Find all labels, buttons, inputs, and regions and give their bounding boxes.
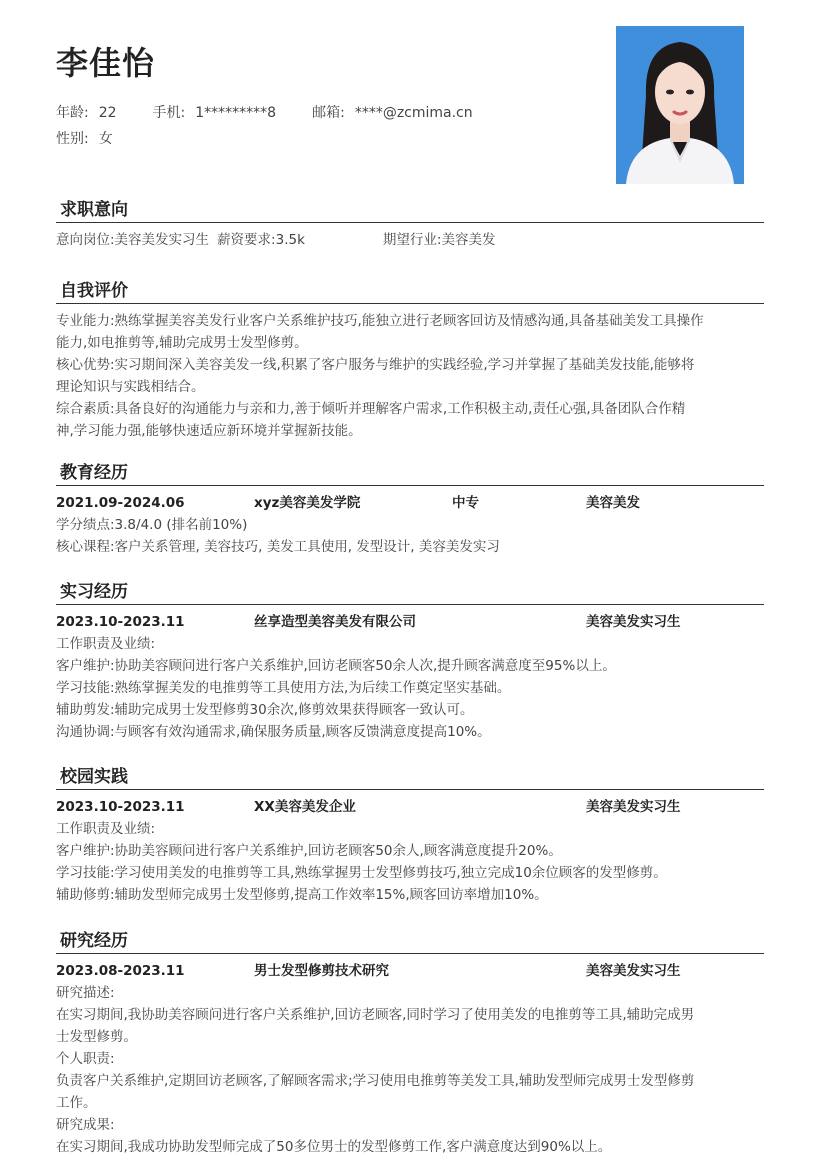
intent-row <box>56 229 764 251</box>
gender-row <box>56 128 149 148</box>
research-line: 个人职责: <box>56 1051 115 1067</box>
education-degree: 中专 <box>452 495 479 511</box>
intent-salary: 薪资要求:3.5k <box>217 232 305 248</box>
internship-section <box>56 579 764 743</box>
internship-line: 客户维护:协助美容顾问进行客户关系维护,回访老顾客50余人次,提升顾客满意度至95%以上。 <box>56 658 616 674</box>
campus-line: 学习技能:学习使用美发的电推剪等工具,熟练掌握男士发型修剪技巧,独立完成10余位顾客的发型修剪。 <box>56 865 667 881</box>
phone-field <box>153 102 277 122</box>
education-period: 2021.09-2024.06 <box>56 495 185 511</box>
section-title-campus: 校园实践 <box>56 764 764 790</box>
portrait-illustration <box>616 26 744 184</box>
intent-position: 意向岗位:美容美发实习生 <box>56 232 210 248</box>
self-evaluation-section <box>56 278 764 442</box>
job-intent-section <box>56 197 764 251</box>
campus-practice-section <box>56 764 764 906</box>
age-value: 22 <box>98 105 117 121</box>
campus-company: XX美容美发企业 <box>254 799 356 815</box>
internship-line: 辅助剪发:辅助完成男士发型修剪30余次,修剪效果获得顾客一致认可。 <box>56 702 474 718</box>
education-header <box>56 492 764 514</box>
phone-label: 手机: <box>152 105 186 121</box>
gender-value: 女 <box>98 131 113 147</box>
email-label: 邮箱: <box>312 105 345 121</box>
contact-row <box>56 102 509 122</box>
phone-value: 1*********8 <box>195 105 277 121</box>
intent-industry: 期望行业:美容美发 <box>382 232 496 248</box>
research-project: 男士发型修剪技术研究 <box>254 963 389 979</box>
research-period: 2023.08-2023.11 <box>56 963 185 979</box>
education-section <box>56 460 764 558</box>
research-line: 在实习期间,我成功协助发型师完成了50多位男士的发型修剪工作,客户满意度达到90%以上。 <box>56 1139 612 1155</box>
section-title-self-eval: 自我评价 <box>56 278 764 304</box>
age-label: 年龄: <box>56 105 89 121</box>
education-school: xyz美容美发学院 <box>254 495 361 511</box>
campus-header <box>56 796 764 818</box>
research-line: 在实习期间,我协助美容顾问进行客户关系维护,回访老顾客,同时学习了使用美发的电推剪等工具,辅助完成男 <box>56 1007 695 1023</box>
age-field <box>56 102 117 122</box>
email-value: ****@zcmima.cn <box>354 105 473 121</box>
internship-line: 工作职责及业绩: <box>56 636 156 652</box>
research-section <box>56 928 764 1158</box>
section-title-research: 研究经历 <box>56 928 764 954</box>
internship-line: 学习技能:熟练掌握美发的电推剪等工具使用方法,为后续工作奠定坚实基础。 <box>56 680 511 696</box>
section-title-internship: 实习经历 <box>56 579 764 605</box>
education-detail: 学分绩点:3.8/4.0 (排名前10%) <box>56 517 248 533</box>
email-field <box>312 102 473 122</box>
campus-line: 客户维护:协助美容顾问进行客户关系维护,回访老顾客50余人,顾客满意度提升20%。 <box>56 843 562 859</box>
research-header <box>56 960 764 982</box>
campus-line: 辅助修剪:辅助发型师完成男士发型修剪,提高工作效率15%,顾客回访率增加10%。 <box>56 887 548 903</box>
campus-role: 美容美发实习生 <box>586 799 681 815</box>
internship-role: 美容美发实习生 <box>586 614 681 630</box>
self-eval-line: 理论知识与实践相结合。 <box>56 379 205 395</box>
research-line: 研究描述: <box>56 985 115 1001</box>
self-eval-line: 综合素质:具备良好的沟通能力与亲和力,善于倾听并理解客户需求,工作积极主动,责任心强,具备团队合作精 <box>56 401 686 417</box>
candidate-name: 李佳怡 <box>56 44 156 82</box>
campus-line: 工作职责及业绩: <box>56 821 156 837</box>
education-detail: 核心课程:客户关系管理, 美容技巧, 美发工具使用, 发型设计, 美容美发实习 <box>56 539 500 555</box>
research-line: 工作。 <box>56 1095 97 1111</box>
campus-period: 2023.10-2023.11 <box>56 799 185 815</box>
self-eval-line: 神,学习能力强,能够快速适应新环境并掌握新技能。 <box>56 423 362 439</box>
research-line: 研究成果: <box>56 1117 115 1133</box>
gender-label: 性别: <box>56 131 89 147</box>
section-title-intent: 求职意向 <box>56 197 764 223</box>
profile-photo <box>616 26 744 184</box>
self-eval-line: 核心优势:实习期间深入美容美发一线,积累了客户服务与维护的实践经验,学习并掌握了基础美发技能,能够将 <box>56 357 695 373</box>
self-eval-line: 能力,如电推剪等,辅助完成男士发型修剪。 <box>56 335 308 351</box>
internship-line: 沟通协调:与顾客有效沟通需求,确保服务质量,顾客反馈满意度提高10%。 <box>56 724 491 740</box>
research-role: 美容美发实习生 <box>586 963 681 979</box>
research-line: 士发型修剪。 <box>56 1029 137 1045</box>
self-eval-line: 专业能力:熟练掌握美容美发行业客户关系维护技巧,能独立进行老顾客回访及情感沟通,具备基础美发工具操作 <box>56 313 704 329</box>
gender-field <box>56 128 113 148</box>
internship-company: 丝享造型美容美发有限公司 <box>254 614 416 630</box>
section-title-education: 教育经历 <box>56 460 764 486</box>
internship-header <box>56 611 764 633</box>
education-major: 美容美发 <box>586 495 640 511</box>
research-line: 负责客户关系维护,定期回访老顾客,了解顾客需求;学习使用电推剪等美发工具,辅助发型师完成男士发型修剪 <box>56 1073 695 1089</box>
internship-period: 2023.10-2023.11 <box>56 614 185 630</box>
